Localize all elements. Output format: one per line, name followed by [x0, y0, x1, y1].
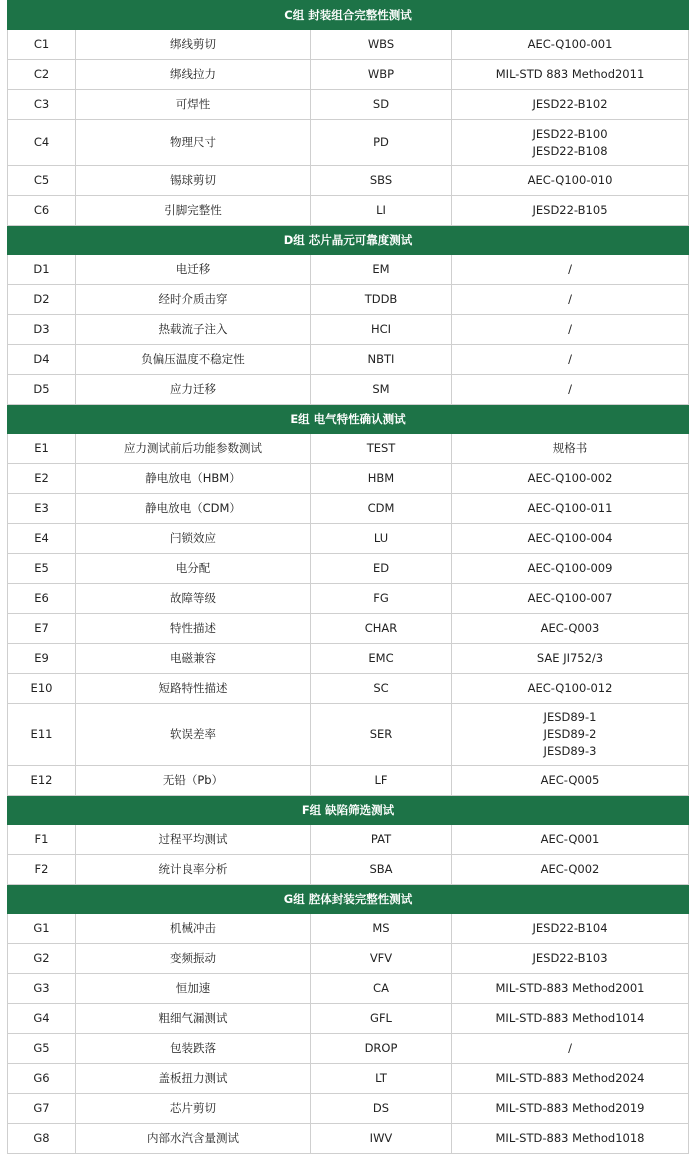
test-id-cell: G7 — [8, 1094, 76, 1124]
test-id-cell: E11 — [8, 704, 76, 766]
test-standard-cell — [452, 255, 689, 285]
test-name-cell: 可焊性 — [76, 90, 311, 120]
standard-line: AEC-Q100-002 — [527, 471, 613, 485]
test-id-cell: D4 — [8, 345, 76, 375]
test-standard-cell — [452, 1004, 689, 1034]
standard-line: AEC-Q100-007 — [527, 591, 613, 605]
test-abbr-cell: WBP — [311, 60, 452, 90]
test-id-cell: E3 — [8, 494, 76, 524]
test-abbr-cell: LI — [311, 196, 452, 226]
standard-line: JESD89-3 — [543, 744, 597, 758]
test-id-cell: D2 — [8, 285, 76, 315]
test-name-cell: 过程平均测试 — [76, 825, 311, 855]
table-row — [8, 30, 689, 60]
test-id-cell: C3 — [8, 90, 76, 120]
table-row — [8, 584, 689, 614]
table-row — [8, 974, 689, 1004]
standard-line: JESD22-B105 — [532, 203, 608, 217]
table-row — [8, 90, 689, 120]
table-row — [8, 855, 689, 885]
test-abbr-cell: SD — [311, 90, 452, 120]
standard-line: MIL-STD-883 Method2001 — [495, 981, 645, 995]
standard-line: JESD22-B108 — [532, 143, 608, 158]
test-id-cell: G3 — [8, 974, 76, 1004]
standard-line: JESD22-B103 — [532, 951, 608, 965]
test-abbr-cell: SC — [311, 674, 452, 704]
test-abbr-cell: SM — [311, 375, 452, 405]
table-row — [8, 375, 689, 405]
test-standard-cell — [452, 674, 689, 704]
test-standard-cell — [452, 554, 689, 584]
test-id-cell: C1 — [8, 30, 76, 60]
table-row — [8, 644, 689, 674]
test-abbr-cell: LF — [311, 766, 452, 796]
test-abbr-cell: CDM — [311, 494, 452, 524]
group-title: E组 电气特性确认测试 — [8, 405, 689, 434]
table-row — [8, 1124, 689, 1154]
standard-line: 规格书 — [552, 441, 588, 455]
test-abbr-cell: HBM — [311, 464, 452, 494]
test-name-cell: 故障等级 — [76, 584, 311, 614]
standard-line: / — [568, 1041, 572, 1055]
group-title: D组 芯片晶元可靠度测试 — [8, 226, 689, 255]
test-abbr-cell: TEST — [311, 434, 452, 464]
table-row — [8, 196, 689, 226]
group-header-row — [8, 1, 689, 30]
group-header-row — [8, 885, 689, 914]
test-id-cell: C6 — [8, 196, 76, 226]
test-standard-cell — [452, 1124, 689, 1154]
standard-line: AEC-Q001 — [540, 832, 600, 846]
test-id-cell: E1 — [8, 434, 76, 464]
group-header-row — [8, 796, 689, 825]
standard-line: AEC-Q100-010 — [527, 173, 613, 187]
group-title: C组 封装组合完整性测试 — [8, 1, 689, 30]
standard-line: JESD22-B102 — [532, 97, 608, 111]
test-standard-cell — [452, 345, 689, 375]
test-abbr-cell: SBS — [311, 166, 452, 196]
test-abbr-cell: LT — [311, 1064, 452, 1094]
standard-line: JESD89-1 — [543, 710, 597, 724]
standard-line: AEC-Q003 — [540, 621, 600, 635]
test-abbr-cell: GFL — [311, 1004, 452, 1034]
table-row — [8, 614, 689, 644]
test-name-cell: 统计良率分析 — [76, 855, 311, 885]
test-name-cell: 盖板扭力测试 — [76, 1064, 311, 1094]
standard-line: SAE JI752/3 — [536, 651, 604, 665]
test-abbr-cell: PAT — [311, 825, 452, 855]
test-name-cell: 绑线拉力 — [76, 60, 311, 90]
test-name-cell: 短路特性描述 — [76, 674, 311, 704]
standard-line: MIL-STD-883 Method1014 — [495, 1011, 645, 1025]
test-name-cell: 物理尺寸 — [76, 120, 311, 166]
standard-line: / — [568, 262, 572, 276]
table-row — [8, 1004, 689, 1034]
table-row — [8, 825, 689, 855]
test-name-cell: 静电放电（CDM） — [76, 494, 311, 524]
test-abbr-cell: ED — [311, 554, 452, 584]
test-id-cell: G1 — [8, 914, 76, 944]
test-name-cell: 静电放电（HBM） — [76, 464, 311, 494]
qualification-test-table — [7, 0, 689, 1154]
test-standard-cell — [452, 196, 689, 226]
standard-line: AEC-Q100-012 — [527, 681, 613, 695]
test-name-cell: 负偏压温度不稳定性 — [76, 345, 311, 375]
standard-line: MIL-STD-883 Method1018 — [495, 1131, 645, 1145]
test-standard-cell — [452, 90, 689, 120]
table-row — [8, 255, 689, 285]
test-abbr-cell: CA — [311, 974, 452, 1004]
test-abbr-cell: PD — [311, 120, 452, 166]
group-title: F组 缺陷筛选测试 — [8, 796, 689, 825]
standard-line: AEC-Q005 — [540, 773, 600, 787]
standard-line: JESD89-2 — [543, 727, 597, 741]
test-name-cell: 热载流子注入 — [76, 315, 311, 345]
table-row — [8, 1034, 689, 1064]
test-name-cell: 电迁移 — [76, 255, 311, 285]
test-name-cell: 恒加速 — [76, 974, 311, 1004]
test-standard-cell — [452, 855, 689, 885]
test-name-cell: 特性描述 — [76, 614, 311, 644]
table-row — [8, 494, 689, 524]
test-name-cell: 机械冲击 — [76, 914, 311, 944]
test-standard-cell — [452, 1094, 689, 1124]
test-abbr-cell: FG — [311, 584, 452, 614]
standard-line: MIL-STD 883 Method2011 — [495, 67, 645, 81]
test-table-container — [7, 0, 688, 1154]
test-id-cell: D1 — [8, 255, 76, 285]
test-id-cell: E4 — [8, 524, 76, 554]
table-row — [8, 944, 689, 974]
test-standard-cell — [452, 30, 689, 60]
table-body — [8, 1, 689, 1154]
standard-line: AEC-Q100-009 — [527, 561, 613, 575]
table-row — [8, 166, 689, 196]
test-abbr-cell: DROP — [311, 1034, 452, 1064]
test-standard-cell — [452, 166, 689, 196]
test-id-cell: G6 — [8, 1064, 76, 1094]
standard-line: AEC-Q100-004 — [527, 531, 613, 545]
test-id-cell: G4 — [8, 1004, 76, 1034]
test-abbr-cell: IWV — [311, 1124, 452, 1154]
test-id-cell: C5 — [8, 166, 76, 196]
table-row — [8, 60, 689, 90]
test-id-cell: C4 — [8, 120, 76, 166]
test-standard-cell — [452, 825, 689, 855]
standard-line: / — [568, 292, 572, 306]
test-standard-cell — [452, 434, 689, 464]
table-row — [8, 554, 689, 584]
test-id-cell: G8 — [8, 1124, 76, 1154]
test-id-cell: D3 — [8, 315, 76, 345]
test-id-cell: E9 — [8, 644, 76, 674]
test-standard-cell — [452, 974, 689, 1004]
test-id-cell: E2 — [8, 464, 76, 494]
test-abbr-cell: SBA — [311, 855, 452, 885]
table-row — [8, 464, 689, 494]
test-abbr-cell: EMC — [311, 644, 452, 674]
test-standard-cell — [452, 704, 689, 766]
test-abbr-cell: LU — [311, 524, 452, 554]
table-row — [8, 674, 689, 704]
test-standard-cell — [452, 614, 689, 644]
test-name-cell: 锡球剪切 — [76, 166, 311, 196]
test-name-cell: 内部水汽含量测试 — [76, 1124, 311, 1154]
group-header-row — [8, 226, 689, 255]
test-id-cell: F2 — [8, 855, 76, 885]
test-abbr-cell: EM — [311, 255, 452, 285]
test-name-cell: 应力迁移 — [76, 375, 311, 405]
table-row — [8, 1064, 689, 1094]
table-row — [8, 524, 689, 554]
table-row — [8, 285, 689, 315]
test-name-cell: 芯片剪切 — [76, 1094, 311, 1124]
standard-line: JESD22-B104 — [532, 921, 608, 935]
test-id-cell: F1 — [8, 825, 76, 855]
standard-line: JESD22-B100 — [532, 126, 608, 141]
test-name-cell: 软误差率 — [76, 704, 311, 766]
standard-line: / — [568, 382, 572, 396]
test-id-cell: C2 — [8, 60, 76, 90]
test-name-cell: 引脚完整性 — [76, 196, 311, 226]
test-id-cell: E7 — [8, 614, 76, 644]
test-name-cell: 无铅（Pb） — [76, 766, 311, 796]
test-standard-cell — [452, 120, 689, 166]
test-standard-cell — [452, 315, 689, 345]
standard-line: AEC-Q100-001 — [527, 37, 613, 51]
test-standard-cell — [452, 1034, 689, 1064]
standard-line: / — [568, 322, 572, 336]
standard-line: AEC-Q100-011 — [527, 501, 613, 515]
test-abbr-cell: WBS — [311, 30, 452, 60]
standard-line: AEC-Q002 — [540, 862, 600, 876]
test-name-cell: 电分配 — [76, 554, 311, 584]
test-id-cell: E10 — [8, 674, 76, 704]
test-abbr-cell: VFV — [311, 944, 452, 974]
test-id-cell: G2 — [8, 944, 76, 974]
test-standard-cell — [452, 524, 689, 554]
standard-line: / — [568, 352, 572, 366]
table-row — [8, 704, 689, 766]
table-row — [8, 315, 689, 345]
table-row — [8, 914, 689, 944]
test-name-cell: 包装跌落 — [76, 1034, 311, 1064]
test-standard-cell — [452, 60, 689, 90]
group-header-row — [8, 405, 689, 434]
test-name-cell: 应力测试前后功能参数测试 — [76, 434, 311, 464]
test-id-cell: D5 — [8, 375, 76, 405]
table-row — [8, 1094, 689, 1124]
test-standard-cell — [452, 285, 689, 315]
test-standard-cell — [452, 914, 689, 944]
test-name-cell: 闩锁效应 — [76, 524, 311, 554]
test-abbr-cell: HCI — [311, 315, 452, 345]
table-row — [8, 120, 689, 166]
test-abbr-cell: TDDB — [311, 285, 452, 315]
table-row — [8, 766, 689, 796]
standard-line: MIL-STD-883 Method2019 — [495, 1101, 645, 1115]
test-abbr-cell: CHAR — [311, 614, 452, 644]
test-id-cell: E6 — [8, 584, 76, 614]
test-abbr-cell: DS — [311, 1094, 452, 1124]
test-standard-cell — [452, 464, 689, 494]
test-id-cell: E5 — [8, 554, 76, 584]
standard-line: MIL-STD-883 Method2024 — [495, 1071, 645, 1085]
test-standard-cell — [452, 644, 689, 674]
group-title: G组 腔体封装完整性测试 — [8, 885, 689, 914]
test-standard-cell — [452, 766, 689, 796]
test-standard-cell — [452, 944, 689, 974]
table-row — [8, 434, 689, 464]
test-name-cell: 绑线剪切 — [76, 30, 311, 60]
test-name-cell: 粗细气漏测试 — [76, 1004, 311, 1034]
test-id-cell: E12 — [8, 766, 76, 796]
test-abbr-cell: SER — [311, 704, 452, 766]
test-abbr-cell: MS — [311, 914, 452, 944]
test-standard-cell — [452, 584, 689, 614]
test-standard-cell — [452, 375, 689, 405]
test-name-cell: 经时介质击穿 — [76, 285, 311, 315]
test-name-cell: 变频振动 — [76, 944, 311, 974]
table-row — [8, 345, 689, 375]
test-abbr-cell: NBTI — [311, 345, 452, 375]
test-name-cell: 电磁兼容 — [76, 644, 311, 674]
test-standard-cell — [452, 1064, 689, 1094]
test-standard-cell — [452, 494, 689, 524]
test-id-cell: G5 — [8, 1034, 76, 1064]
